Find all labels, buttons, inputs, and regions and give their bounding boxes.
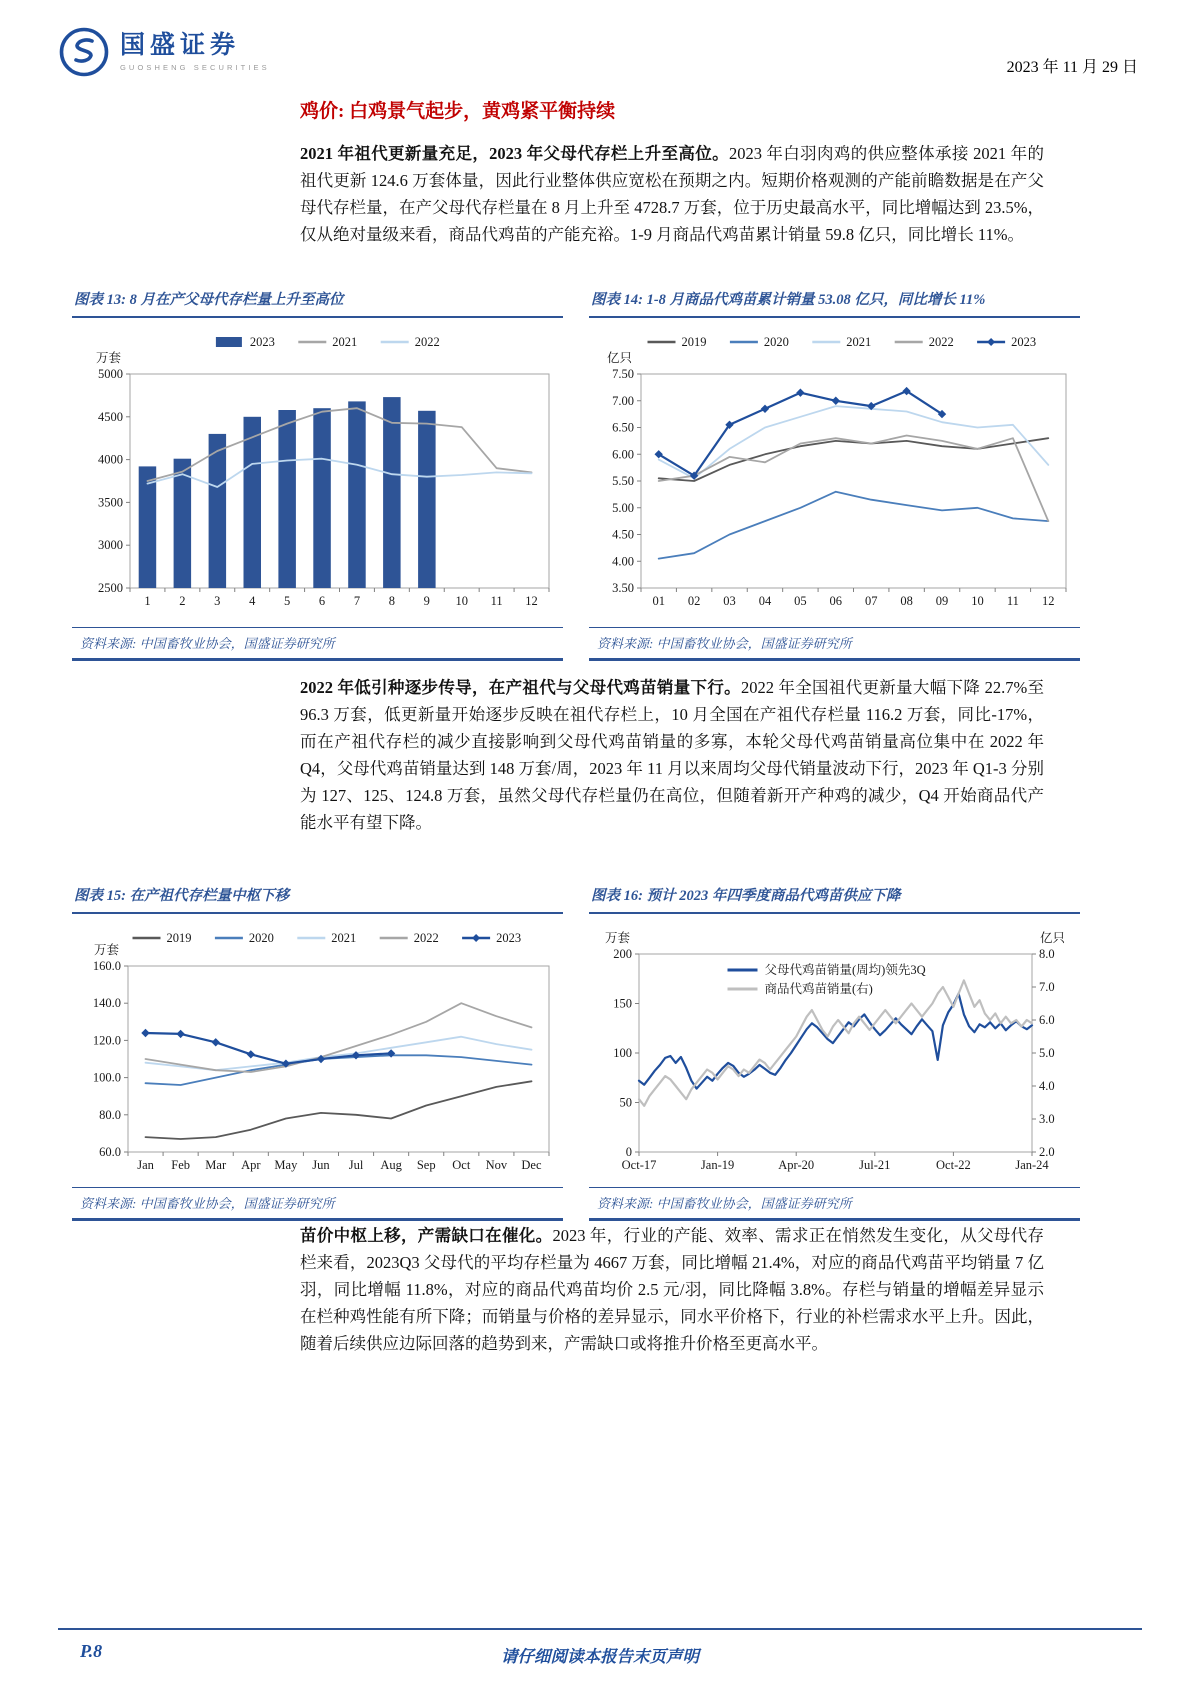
svg-text:140.0: 140.0 — [92, 996, 121, 1011]
svg-text:Jan: Jan — [137, 1158, 154, 1172]
brand — [58, 26, 270, 78]
figure-16-title: 图表 16: 预计 2023 年四季度商品代鸡苗供应下降 — [591, 888, 901, 904]
svg-text:2023: 2023 — [249, 335, 275, 349]
svg-text:5000: 5000 — [98, 367, 123, 381]
figure-13-title: 图表 13: 8 月在产父母代存栏量上升至高位 — [74, 292, 344, 308]
svg-text:08: 08 — [900, 594, 913, 608]
svg-text:2022: 2022 — [414, 335, 440, 349]
svg-text:Sep: Sep — [416, 1158, 436, 1172]
svg-text:Apr: Apr — [241, 1158, 261, 1172]
svg-text:3000: 3000 — [98, 538, 123, 553]
svg-text:02: 02 — [687, 594, 701, 608]
svg-text:5.50: 5.50 — [612, 474, 634, 488]
svg-text:2023: 2023 — [1011, 335, 1037, 349]
page-number: P.8 — [80, 1641, 103, 1661]
svg-text:2021: 2021 — [332, 335, 358, 349]
page-footer — [58, 1628, 1142, 1678]
svg-text:100: 100 — [613, 1046, 632, 1060]
svg-text:50: 50 — [619, 1095, 632, 1110]
svg-text:Feb: Feb — [171, 1158, 190, 1172]
svg-text:3.50: 3.50 — [612, 581, 634, 595]
figure-row-1 — [72, 286, 1080, 661]
divider — [72, 912, 563, 914]
svg-text:Jul: Jul — [348, 1158, 364, 1172]
svg-text:11: 11 — [490, 594, 503, 608]
divider — [72, 658, 563, 661]
guosheng-logo-icon — [58, 26, 110, 78]
svg-text:09: 09 — [935, 594, 949, 608]
paragraph-3-lead: 苗价中枢上移，产需缺口在催化。 — [300, 1226, 553, 1245]
svg-text:2500: 2500 — [98, 581, 123, 595]
svg-text:亿只: 亿只 — [1040, 931, 1066, 945]
paragraph-2 — [300, 674, 1044, 836]
svg-text:5.0: 5.0 — [1039, 1046, 1055, 1060]
divider — [72, 316, 563, 318]
figure-16-chart — [589, 918, 1080, 1184]
figure-13-chart — [72, 322, 563, 624]
svg-text:6: 6 — [318, 594, 326, 608]
section-title: 鸡价: 白鸡景气起步，黄鸡紧平衡持续 — [300, 101, 616, 122]
svg-text:Jul-21: Jul-21 — [859, 1158, 891, 1172]
figure-15-title: 图表 15: 在产祖代存栏量中枢下移 — [74, 888, 290, 904]
figure-16-source: 资料来源: 中国畜牧业协会，国盛证券研究所 — [597, 1196, 852, 1211]
figure-14-chart — [589, 322, 1080, 624]
svg-text:4500: 4500 — [98, 409, 123, 424]
divider — [589, 912, 1080, 914]
figure-14-title: 图表 14: 1-8 月商品代鸡苗累计销量 53.08 亿只，同比增长 11% — [591, 292, 986, 308]
svg-text:60.0: 60.0 — [99, 1145, 121, 1159]
svg-text:万套: 万套 — [96, 351, 122, 365]
svg-text:1: 1 — [144, 594, 151, 608]
svg-text:2022: 2022 — [928, 335, 954, 349]
svg-text:9: 9 — [423, 594, 430, 608]
svg-text:3.0: 3.0 — [1039, 1112, 1055, 1126]
svg-text:Dec: Dec — [521, 1158, 542, 1172]
figure-15 — [72, 882, 563, 1221]
svg-text:Oct-22: Oct-22 — [936, 1158, 971, 1172]
svg-text:Jun: Jun — [312, 1158, 330, 1172]
svg-text:Jan-19: Jan-19 — [700, 1158, 735, 1172]
svg-text:3500: 3500 — [98, 495, 123, 510]
svg-text:6.0: 6.0 — [1039, 1013, 1055, 1027]
figure-13 — [72, 286, 563, 661]
svg-text:2.0: 2.0 — [1039, 1145, 1055, 1159]
svg-text:03: 03 — [723, 594, 736, 608]
svg-text:Aug: Aug — [380, 1158, 402, 1172]
brand-name: 国盛证券 — [120, 31, 241, 60]
svg-text:父母代鸡苗销量(周均)领先3Q: 父母代鸡苗销量(周均)领先3Q — [764, 963, 926, 977]
paragraph-2-body: 2022 年全国祖代更新量大幅下降 22.7%至 96.3 万套，低更新量开始逐步反映在祖代存栏上，10 月全国在产祖代存栏量 116.2 万套，同比-17%，而在产祖代存栏的减少直接影响到父母代鸡苗销量的多寡，本轮父母代鸡苗销量高位集中在 2022 年 Q4，父母代鸡苗销量达到 148 万套/周，2023 年 11 月以来周均父母代销量波动下行，2023 年 Q1-3 分别为 127、125、124.8 万套，虽然父母代存栏量仍在高位，但随着新开产种鸡的减少，Q4 开始商品代产能水平有望下降。 — [300, 678, 1044, 832]
svg-text:11: 11 — [1006, 594, 1019, 608]
svg-text:Mar: Mar — [205, 1158, 227, 1172]
svg-text:4: 4 — [249, 594, 256, 608]
svg-text:2021: 2021 — [331, 931, 357, 945]
svg-text:200: 200 — [613, 947, 632, 961]
figure-14-source: 资料来源: 中国畜牧业协会，国盛证券研究所 — [597, 636, 852, 651]
svg-text:Jan-24: Jan-24 — [1015, 1158, 1049, 1172]
report-date: 2023 年 11 月 29 日 — [1006, 59, 1138, 76]
paragraph-1-body: 2023 年白羽肉鸡的供应整体承接 2021 年的祖代更新 124.6 万套体量，因此行业整体供应宽松在预期之内。短期价格观测的产能前瞻数据是在产父母代存栏量，在产父母代存栏量在 8 月上升至 4728.7 万套，位于历史最高水平，同比增幅达到 23.5%，仅从绝对量级来看，商品代鸡苗的产能充裕。1-9 月商品代鸡苗累计销量 59.8 亿只，同比增长 11%。 — [300, 144, 1045, 244]
brand-subtitle: GUOSHENG SECURITIES — [120, 62, 270, 72]
svg-text:04: 04 — [758, 594, 772, 608]
svg-text:12: 12 — [1042, 594, 1055, 608]
svg-text:6.50: 6.50 — [612, 420, 634, 435]
svg-text:3: 3 — [214, 594, 221, 608]
svg-text:5: 5 — [284, 594, 291, 608]
svg-text:亿只: 亿只 — [607, 351, 633, 365]
svg-text:4.0: 4.0 — [1039, 1079, 1055, 1093]
svg-text:10: 10 — [971, 594, 984, 608]
svg-text:01: 01 — [652, 594, 665, 608]
figure-row-2 — [72, 882, 1080, 1221]
svg-text:8.0: 8.0 — [1039, 947, 1055, 961]
svg-text:Oct: Oct — [452, 1158, 471, 1172]
svg-text:Nov: Nov — [485, 1158, 508, 1172]
svg-text:120.0: 120.0 — [92, 1033, 121, 1048]
svg-text:May: May — [274, 1158, 298, 1172]
svg-text:5.00: 5.00 — [612, 500, 634, 515]
svg-text:07: 07 — [864, 594, 878, 608]
svg-text:7.00: 7.00 — [612, 393, 634, 408]
svg-text:万套: 万套 — [94, 943, 120, 957]
svg-text:2019: 2019 — [166, 931, 192, 945]
svg-text:6.00: 6.00 — [612, 447, 634, 462]
svg-text:Oct-17: Oct-17 — [621, 1158, 657, 1172]
svg-text:2019: 2019 — [681, 335, 707, 349]
svg-text:4.50: 4.50 — [612, 527, 634, 542]
divider — [589, 658, 1080, 661]
svg-text:160.0: 160.0 — [92, 959, 121, 973]
page-header — [58, 26, 1138, 78]
svg-text:2023: 2023 — [496, 931, 522, 945]
svg-text:2: 2 — [179, 594, 186, 608]
svg-text:4.00: 4.00 — [612, 554, 634, 569]
svg-text:Apr-20: Apr-20 — [778, 1158, 815, 1172]
figure-13-source: 资料来源: 中国畜牧业协会，国盛证券研究所 — [80, 636, 335, 651]
svg-text:100.0: 100.0 — [92, 1070, 121, 1085]
figure-16 — [589, 882, 1080, 1221]
svg-text:2020: 2020 — [248, 931, 274, 945]
svg-text:7.0: 7.0 — [1039, 980, 1055, 994]
paragraph-1 — [300, 140, 1044, 248]
svg-text:7.50: 7.50 — [612, 367, 634, 381]
divider — [589, 1218, 1080, 1221]
svg-text:05: 05 — [794, 594, 807, 608]
svg-text:06: 06 — [829, 594, 843, 608]
svg-text:万套: 万套 — [605, 931, 631, 945]
paragraph-1-lead: 2021 年祖代更新量充足，2023 年父母代存栏上升至高位。 — [300, 144, 729, 163]
paragraph-3 — [300, 1222, 1044, 1357]
brand-text — [120, 32, 270, 72]
figure-14 — [589, 286, 1080, 661]
svg-text:7: 7 — [353, 594, 361, 608]
figure-15-chart — [72, 918, 563, 1184]
svg-text:12: 12 — [525, 594, 538, 608]
svg-text:2021: 2021 — [846, 335, 872, 349]
svg-text:0: 0 — [625, 1145, 632, 1159]
svg-text:2022: 2022 — [413, 931, 439, 945]
figure-15-source: 资料来源: 中国畜牧业协会，国盛证券研究所 — [80, 1196, 335, 1211]
footer-disclaimer: 请仔细阅读本报告末页声明 — [501, 1647, 699, 1666]
divider — [72, 1218, 563, 1221]
paragraph-2-lead: 2022 年低引种逐步传导，在产祖代与父母代鸡苗销量下行。 — [300, 678, 741, 697]
svg-text:4000: 4000 — [98, 452, 123, 467]
svg-text:150: 150 — [613, 996, 632, 1011]
divider — [589, 316, 1080, 318]
paragraph-3-body: 2023 年，行业的产能、效率、需求正在悄然发生变化，从父母代存栏来看，2023Q3 父母代的平均存栏量为 4667 万套，同比增幅 21.4%，对应的商品代鸡苗平均销量 7 亿羽，同比增幅 11.8%，对应的商品代鸡苗均价 2.5 元/羽，同比降幅 3.8%。存栏与销量的增幅差异显示在栏种鸡性能有所下降；而销量与价格的差异显示，同水平价格下，行业的补栏需求水平上升。因此，随着后续供应边际回落的趋势到来，产需缺口或将推升价格至更高水平。 — [300, 1226, 1045, 1353]
svg-text:2020: 2020 — [763, 335, 789, 349]
svg-text:10: 10 — [455, 594, 468, 608]
svg-text:80.0: 80.0 — [99, 1107, 121, 1122]
svg-text:商品代鸡苗销量(右): 商品代鸡苗销量(右) — [764, 982, 873, 996]
svg-text:8: 8 — [388, 594, 395, 608]
